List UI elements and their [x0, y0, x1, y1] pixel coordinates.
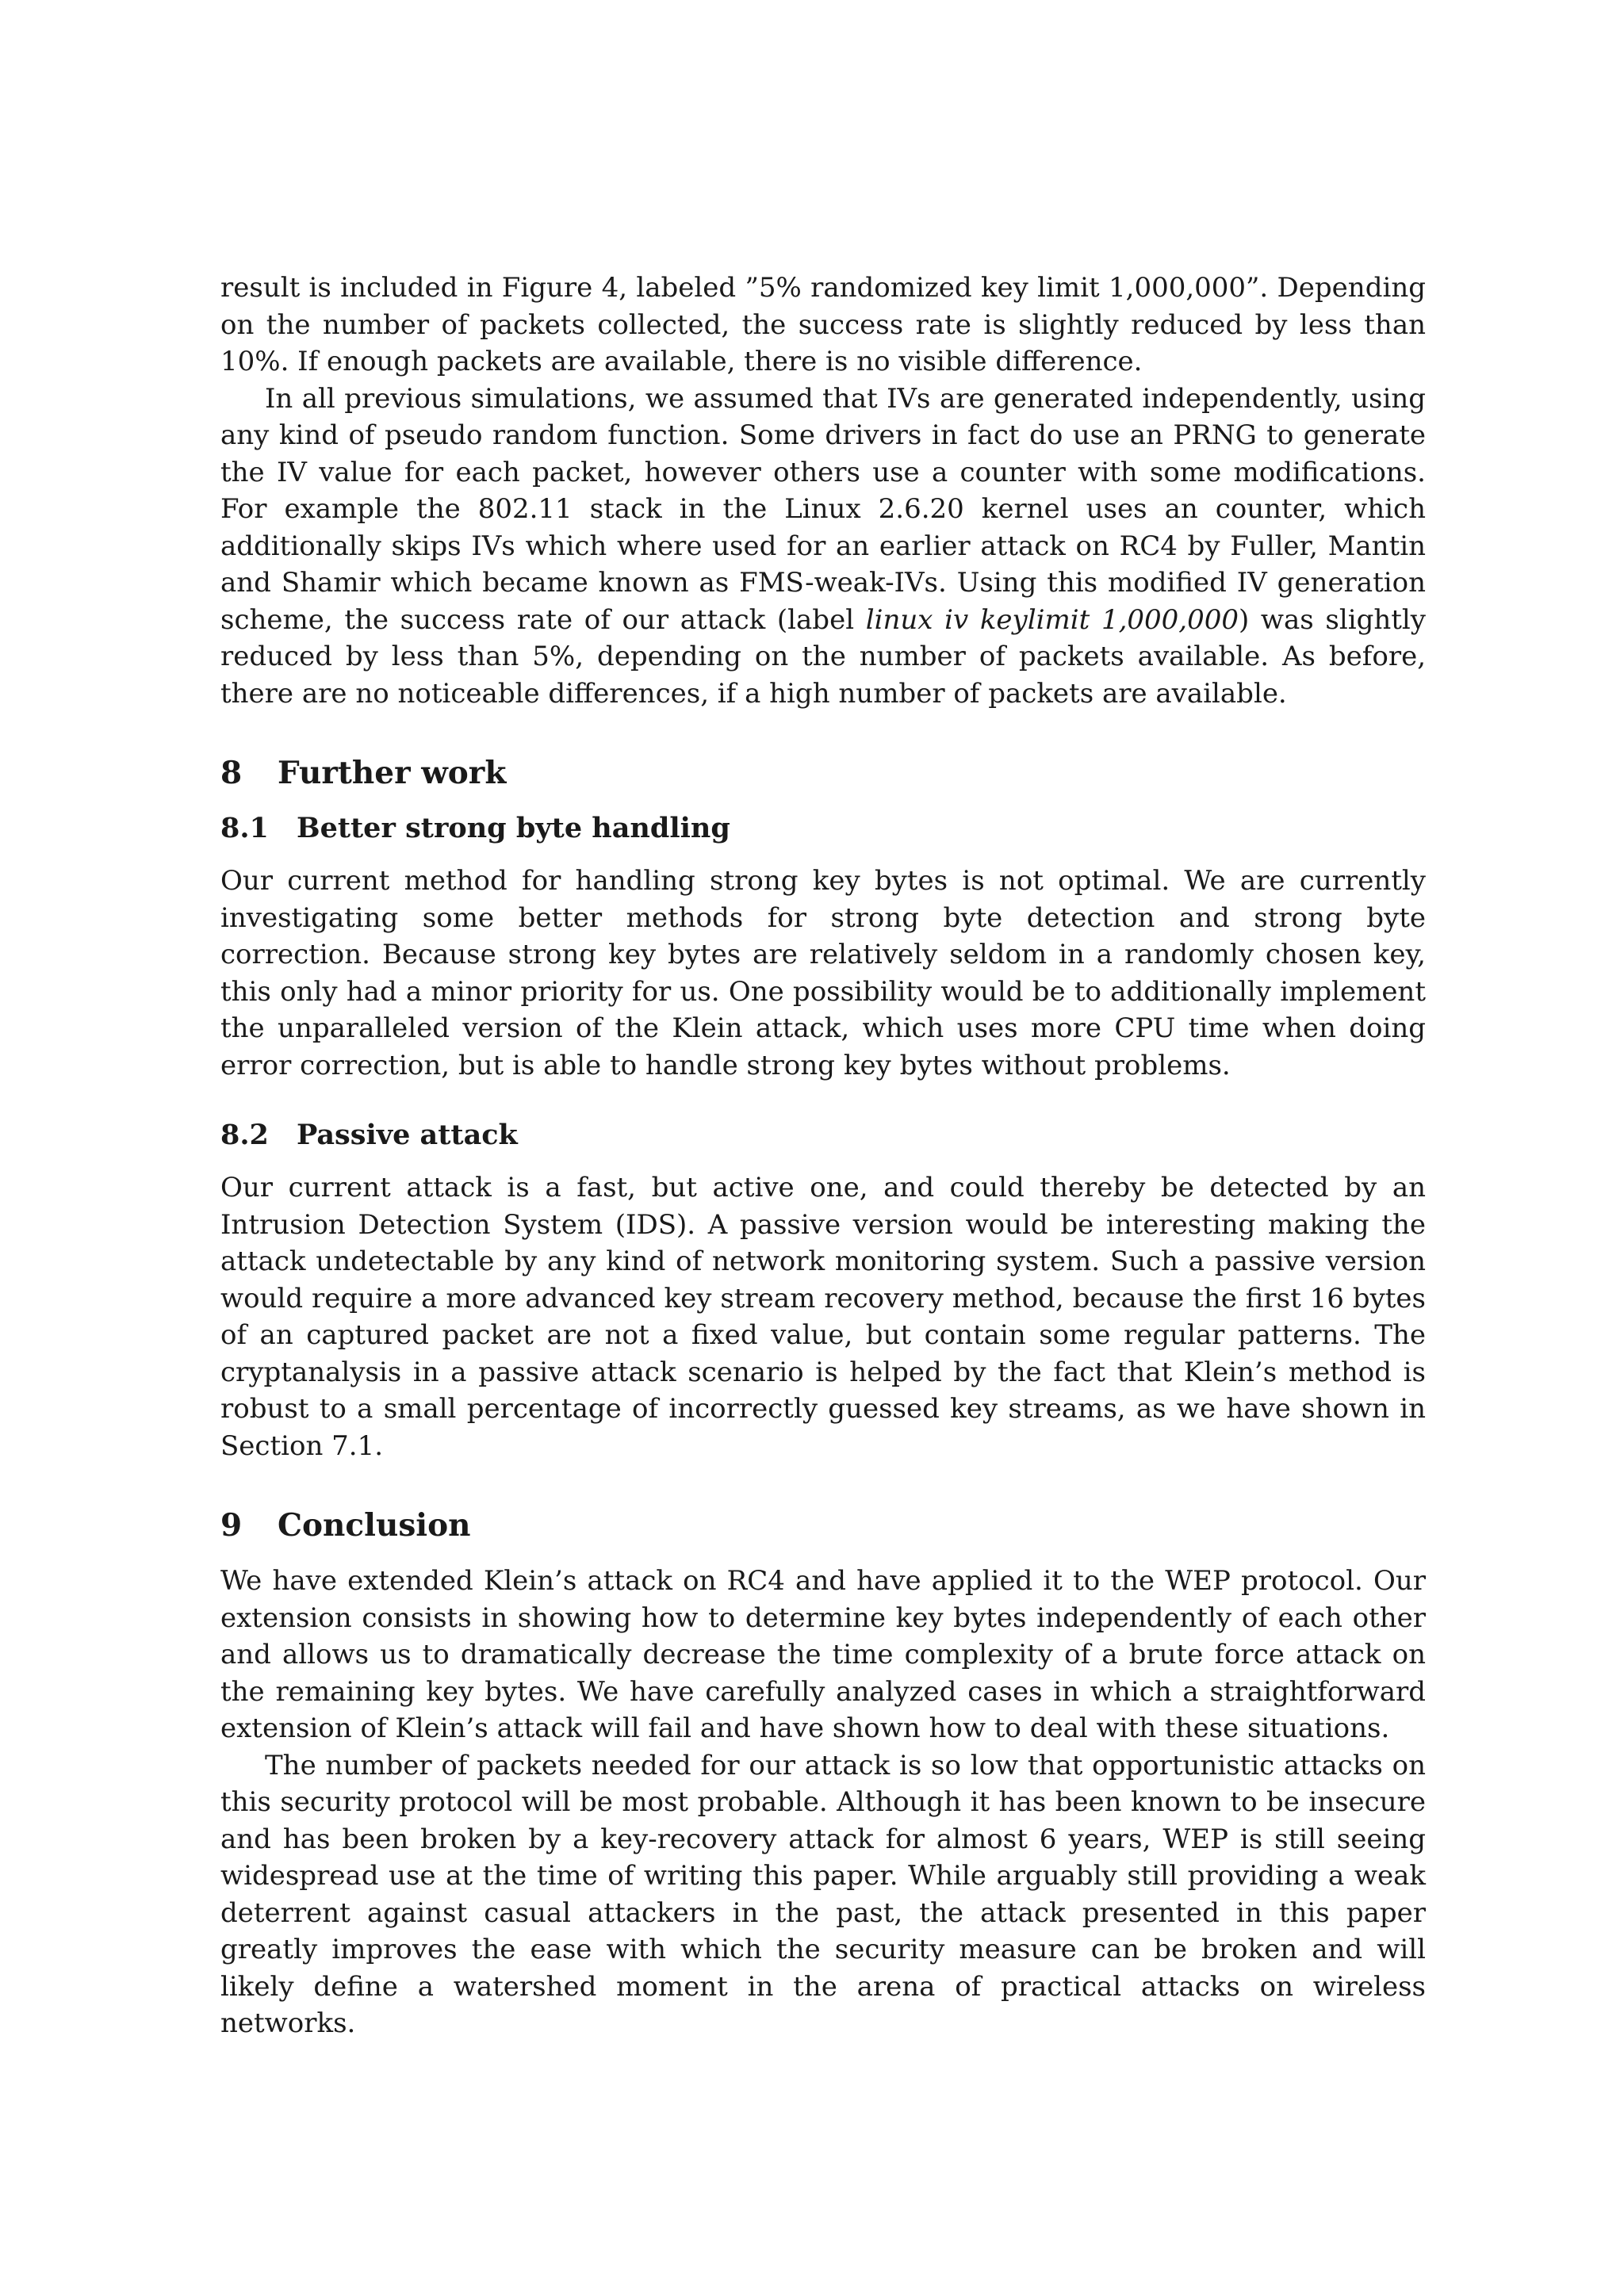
section-8-1-number: 8.1 — [220, 812, 269, 844]
section-8-1-heading — [220, 810, 1426, 847]
section-8-2-title: Passive attack — [297, 1119, 518, 1151]
section-8-1-title: Better strong byte handling — [297, 812, 730, 844]
intro-paragraph-2-label: linux iv keylimit 1,000,000 — [865, 603, 1239, 636]
intro-paragraph-1: result is included in Figure 4, labeled ”5% randomized key limit 1,000,000”. Depending on the number of packets collected, the success rate is slightly reduced by less than 10%. If enough packets are available, there is no visible difference. — [220, 272, 1426, 377]
section-8-title: Further work — [278, 755, 507, 791]
intro-paragraph-2-end: ) was slightly reduced by less than 5%, depending on the number of packets available. As before, there are no noticeable differences, if a high number of packets are available. — [220, 603, 1426, 710]
section-8-2-heading — [220, 1117, 1426, 1154]
section-8-2-paragraph: Our current attack is a fast, but active one, and could thereby be detected by an Intrusion Detection System (IDS). A passive version would be interesting making the attack undetectable by any kind of network monitoring system. Such a passive version would require a more advanced key stream recovery method, because the first 16 bytes of an captured packet are not a fixed value, but contain some regular patterns. The cryptanalysis in a passive attack scenario is helped by the fact that Klein’s method is robust to a small percentage of incorrectly guessed key streams, as we have shown in Section 7.1. — [220, 1172, 1426, 1462]
section-9-heading — [220, 1506, 1426, 1545]
conclusion-paragraph-1: We have extended Klein’s attack on RC4 and have applied it to the WEP protocol. Our extension consists in showing how to determine key bytes independently of each other and allows us to dramatically decrease the time complexity of a brute force attack on the remaining key bytes. We have carefully analyzed cases in which a straightforward extension of Klein’s attack will fail and have shown how to deal with these situations. — [220, 1565, 1426, 1744]
section-8-heading — [220, 753, 1426, 793]
section-8-1-paragraph: Our current method for handling strong key bytes is not optimal. We are currently investigating some better methods for strong byte detection and strong byte correction. Because strong key bytes are relatively seldom in a randomly chosen key, this only had a minor priority for us. One possibility would be to additionally implement the unparalleled version of the Klein attack, which uses more CPU time when doing error correction, but is able to handle strong key bytes without problems. — [220, 865, 1426, 1081]
section-8-number: 8 — [220, 755, 243, 791]
conclusion-paragraph-2: The number of packets needed for our attack is so low that opportunistic attacks on this security protocol will be most probable. Although it has been known to be insecure and has been broken by a key-recovery attack for almost 6 years, WEP is still seeing widespread use at the time of writing this paper. While arguably still providing a weak deterrent against casual attackers in the past, the attack presented in this paper greatly improves the ease with which the security measure can be broken and will likely define a watershed moment in the arena of practical attacks on wireless networks. — [220, 1749, 1426, 2039]
intro-paragraph-2-start: In all previous simulations, we assumed that IVs are generated independently, using any kind of pseudo random function. Some drivers in fact do use an PRNG to generate the IV value for each packet, however others use a counter with some modifications. For example the 802.11 stack in the Linux 2.6.20 kernel uses an counter, which additionally skips IVs which where used for an earlier attack on RC4 by Fuller, Mantin and Shamir which became known as FMS-weak-IVs. Using this modified IV generation scheme, the success rate of our attack (label — [220, 382, 1426, 636]
intro-paragraph-2 — [220, 381, 1426, 713]
page-body — [220, 270, 1426, 2042]
section-9-title: Conclusion — [278, 1507, 471, 1544]
section-9-number: 9 — [220, 1507, 243, 1544]
section-8-2-number: 8.2 — [220, 1119, 269, 1151]
